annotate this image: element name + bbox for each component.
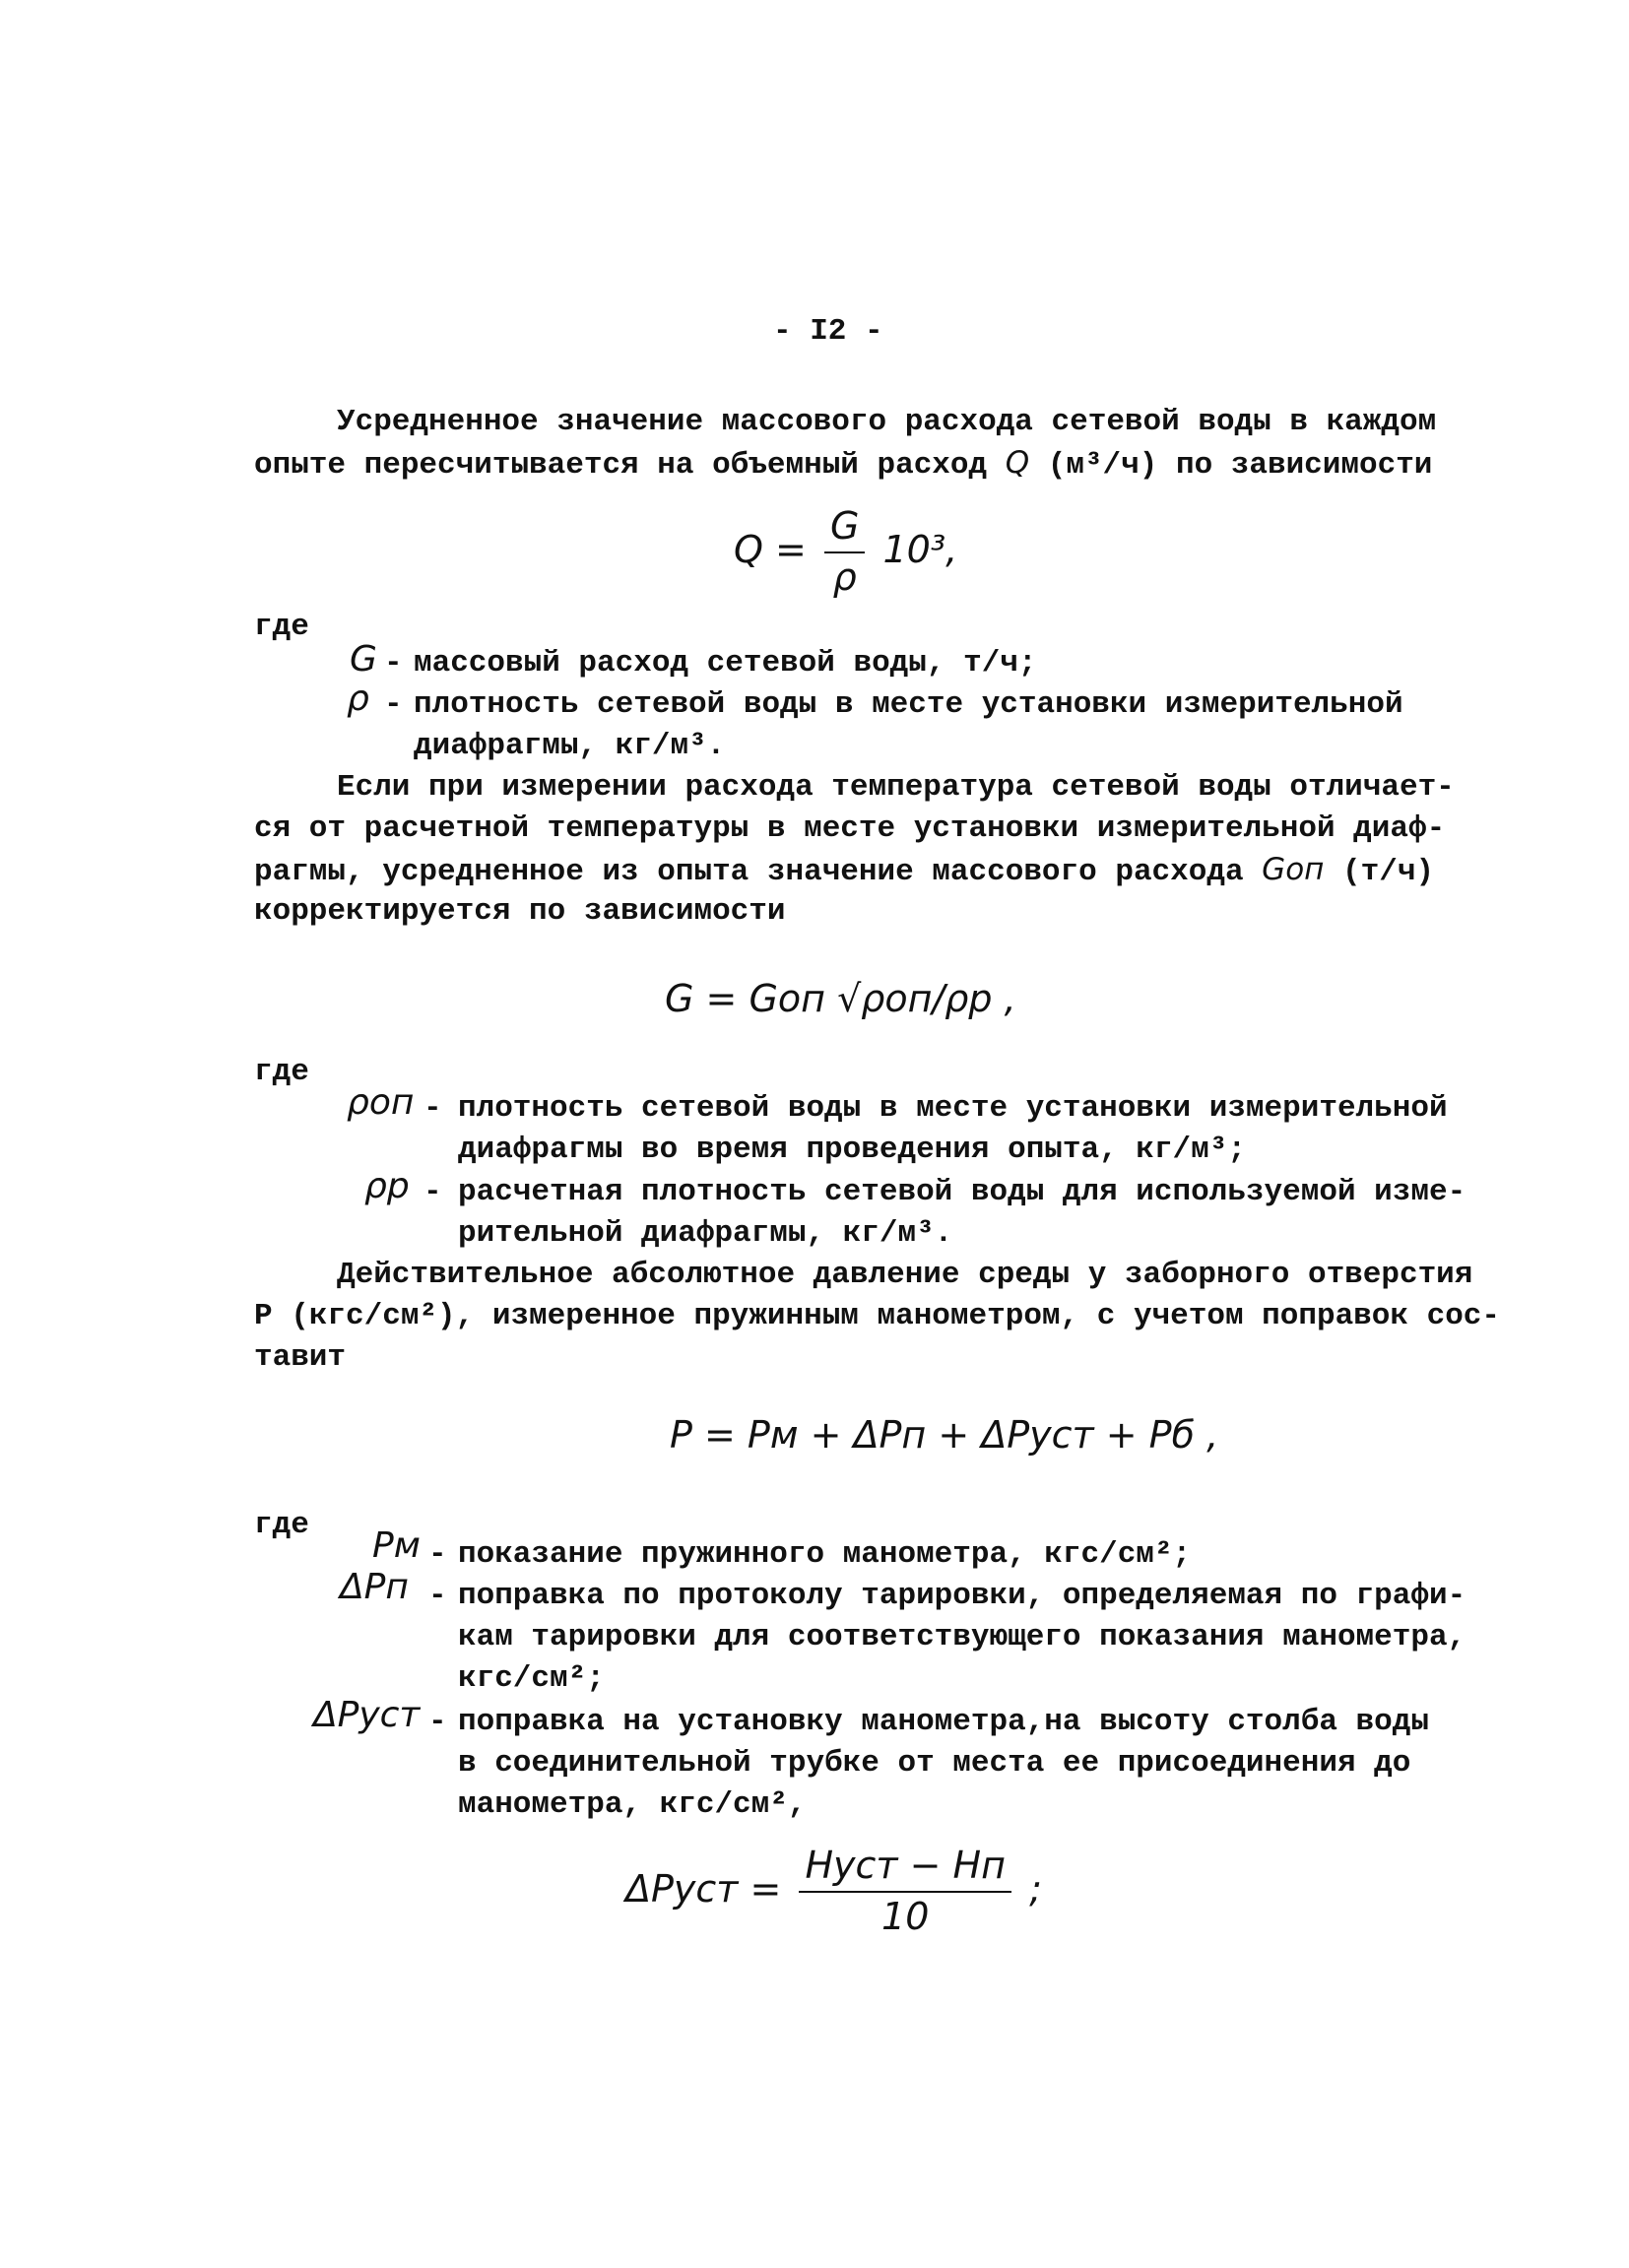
- para3-line1: Действительное абсолютное давление среды у заборного отверстия: [337, 1258, 1473, 1292]
- def3-symbol-dpp: ΔPп: [340, 1567, 409, 1607]
- para3-line3: тавит: [254, 1340, 347, 1375]
- para1-line1: Усредненное значение массового расхода сетевой воды в каждом: [337, 405, 1437, 439]
- page-number: - I2 -: [773, 314, 883, 349]
- where-label-1: где: [254, 610, 309, 644]
- para2-symbol-gop: Gоп: [1262, 852, 1325, 887]
- formula4-end: ;: [1029, 1867, 1042, 1912]
- def3-text-dpp-cont1: кам тарировки для соответствующего показания манометра,: [458, 1620, 1466, 1654]
- def3-text-dpust-cont2: манометра, кгс/см²,: [458, 1787, 807, 1822]
- formula-installation-correction: [625, 1844, 1042, 1939]
- formula1-lhs: Q =: [734, 528, 807, 572]
- def2-text-rhor-cont: рительной диафрагмы, кг/м³.: [458, 1216, 953, 1251]
- def2-symbol-rhor: ρр: [364, 1166, 410, 1206]
- def2-text-rhoop-cont: диафрагмы во время проведения опыта, кг/м³;: [458, 1133, 1246, 1167]
- formula2-text: G = Gоп √ρоп/ρр ,: [665, 977, 1016, 1020]
- formula4-lhs: ΔPуст =: [625, 1867, 782, 1912]
- def1-text-rho: плотность сетевой воды в месте установки измерительной: [414, 687, 1403, 722]
- formula4-denominator: 10: [881, 1894, 930, 1938]
- formula-absolute-pressure: [670, 1413, 1218, 1458]
- def3-dash-dpust: -: [428, 1705, 447, 1739]
- para3-line2: Р (кгс/см²), измеренное пружинным манометром, с учетом поправок сос-: [254, 1299, 1501, 1333]
- formula-mass-flow-correction: [665, 977, 1016, 1022]
- def3-symbol-pm: Pм: [372, 1525, 421, 1566]
- formula1-denominator: ρ: [832, 554, 857, 599]
- def2-dash-rhoop: -: [424, 1091, 442, 1126]
- def3-text-pm: показание пружинного манометра, кгс/см²;: [458, 1537, 1192, 1572]
- def3-text-dpust: поправка на установку манометра,на высоту столба воды: [458, 1705, 1429, 1739]
- def1-text-g: массовый расход сетевой воды, т/ч;: [414, 646, 1037, 680]
- def3-dash-pm: -: [428, 1537, 447, 1572]
- def1-dash-g: -: [384, 646, 403, 680]
- where-label-2: где: [254, 1055, 309, 1089]
- def1-dash-rho: -: [384, 687, 403, 722]
- def2-symbol-rhoop: ρоп: [347, 1082, 415, 1123]
- where-label-3: где: [254, 1508, 309, 1542]
- para2-line2: ся от расчетной температуры в месте установки измерительной диаф-: [254, 811, 1446, 846]
- def3-text-dpp-cont2: кгс/см²;: [458, 1661, 605, 1696]
- def3-text-dpp: поправка по протоколу тарировки, определяемая по графи-: [458, 1579, 1466, 1613]
- def1-symbol-rho: ρ: [347, 679, 369, 719]
- formula1-rhs: 10³,: [882, 528, 958, 572]
- para1-line2-pre: опыте пересчитывается на объемный расход: [254, 448, 1006, 483]
- para2-line4: корректируется по зависимости: [254, 894, 786, 929]
- para2-line3-post: (т/ч): [1324, 855, 1435, 889]
- para2-line3-pre: рагмы, усредненное из опыта значение массового расхода: [254, 855, 1263, 889]
- formula4-fraction: [799, 1844, 1011, 1939]
- def3-text-dpust-cont1: в соединительной трубке от места ее присоединения до: [458, 1746, 1411, 1781]
- formula3-text: P = Pм + ΔPп + ΔPуст + Pб ,: [670, 1413, 1219, 1457]
- para1-symbol-q: Q: [1005, 445, 1030, 481]
- para2-line1: Если при измерении расхода температура сетевой воды отличает-: [337, 770, 1455, 805]
- def3-symbol-dpust: ΔPуст: [313, 1695, 421, 1735]
- def3-dash-dpp: -: [428, 1579, 447, 1613]
- formula-volume-flow: [734, 504, 957, 600]
- formula1-numerator: G: [824, 504, 865, 553]
- def2-text-rhor: расчетная плотность сетевой воды для используемой изме-: [458, 1175, 1466, 1209]
- formula1-fraction: [824, 504, 865, 600]
- def2-dash-rhor: -: [424, 1175, 442, 1209]
- para1-line2-post: (м³/ч) по зависимости: [1029, 448, 1433, 483]
- para1-line2: [254, 445, 1432, 484]
- def2-text-rhoop: плотность сетевой воды в месте установки измерительной: [458, 1091, 1448, 1126]
- def1-text-rho-cont: диафрагмы, кг/м³.: [414, 729, 726, 763]
- def1-symbol-g: G: [350, 639, 377, 680]
- para2-line3: [254, 852, 1434, 890]
- formula4-numerator: Hуст − Hп: [799, 1844, 1011, 1893]
